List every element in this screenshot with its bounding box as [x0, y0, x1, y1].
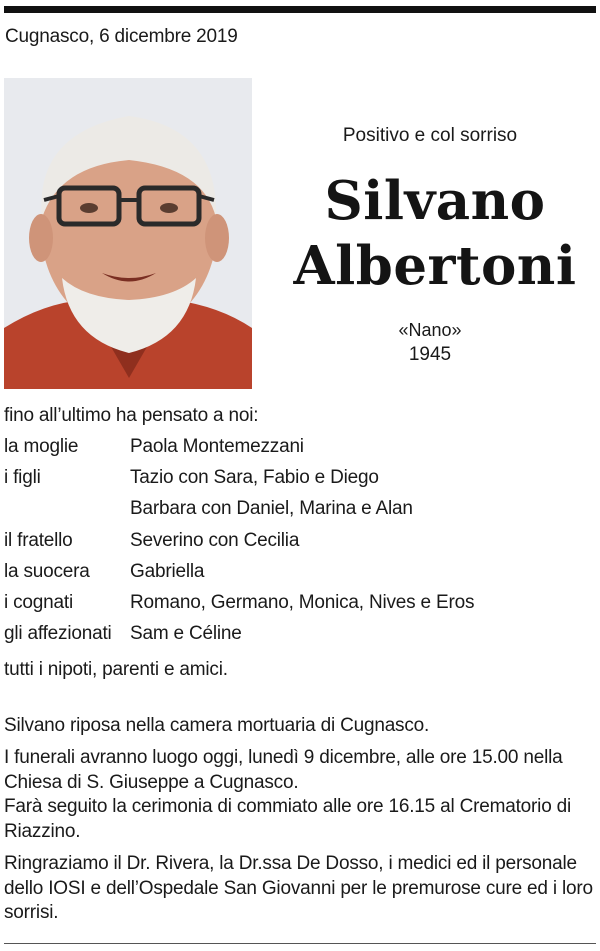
portrait-illustration	[4, 78, 252, 389]
family-names: Severino con Cecilia	[130, 529, 300, 551]
family-relation: la moglie	[4, 436, 79, 457]
paragraph-ceremony: Farà seguito la cerimonia di commiato alle ore 16.15 al Crematorio di Riazzino.	[4, 796, 572, 842]
family-relation: i cognati	[4, 591, 73, 613]
family-intro: fino all’ultimo ha pensato a noi:	[4, 405, 259, 426]
family-relation: la suocera	[4, 560, 90, 582]
deceased-first-name: Silvano	[324, 170, 546, 232]
family-list	[4, 436, 594, 654]
birth-year: 1945	[408, 344, 452, 365]
family-names: Romano, Germano, Monica, Nives e Eros	[130, 591, 475, 613]
paragraph-wake: Silvano riposa nella camera mortuaria di Cugnasco.	[4, 715, 430, 736]
portrait-photo	[4, 78, 252, 389]
deceased-last-name: Albertoni	[293, 235, 577, 297]
nickname: «Nano»	[398, 320, 462, 340]
family-row	[4, 467, 594, 498]
family-row	[4, 530, 594, 561]
family-row	[4, 623, 594, 654]
family-closing: tutti i nipoti, parenti e amici.	[4, 659, 228, 680]
dateline: Cugnasco, 6 dicembre 2019	[5, 26, 238, 47]
family-row	[4, 436, 594, 467]
family-names: Sam e Céline	[130, 623, 242, 645]
bottom-rule	[4, 943, 596, 944]
tagline: Positivo e col sorriso	[342, 125, 518, 146]
paragraph-thanks: Ringraziamo il Dr. Rivera, la Dr.ssa De Dosso, i medici ed il personale dello IOSI e dell’Ospedale San Giovanni per le premurose cure ed i loro sorrisi.	[4, 853, 593, 923]
family-relation: gli affezionati	[4, 623, 112, 645]
top-rule	[4, 6, 596, 13]
family-row	[4, 561, 594, 592]
family-row	[4, 498, 594, 529]
family-relation: il fratello	[4, 529, 73, 551]
family-row	[4, 592, 594, 623]
family-relation: i figli	[4, 467, 41, 489]
paragraph-funeral: I funerali avranno luogo oggi, lunedì 9 dicembre, alle ore 15.00 nella Chiesa di S. Giuseppe a Cugnasco.	[4, 747, 563, 793]
family-names: Gabriella	[130, 560, 205, 582]
family-names: Paola Montemezzani	[130, 436, 304, 457]
family-names: Tazio con Sara, Fabio e Diego	[130, 467, 379, 489]
family-names: Barbara con Daniel, Marina e Alan	[130, 498, 413, 520]
